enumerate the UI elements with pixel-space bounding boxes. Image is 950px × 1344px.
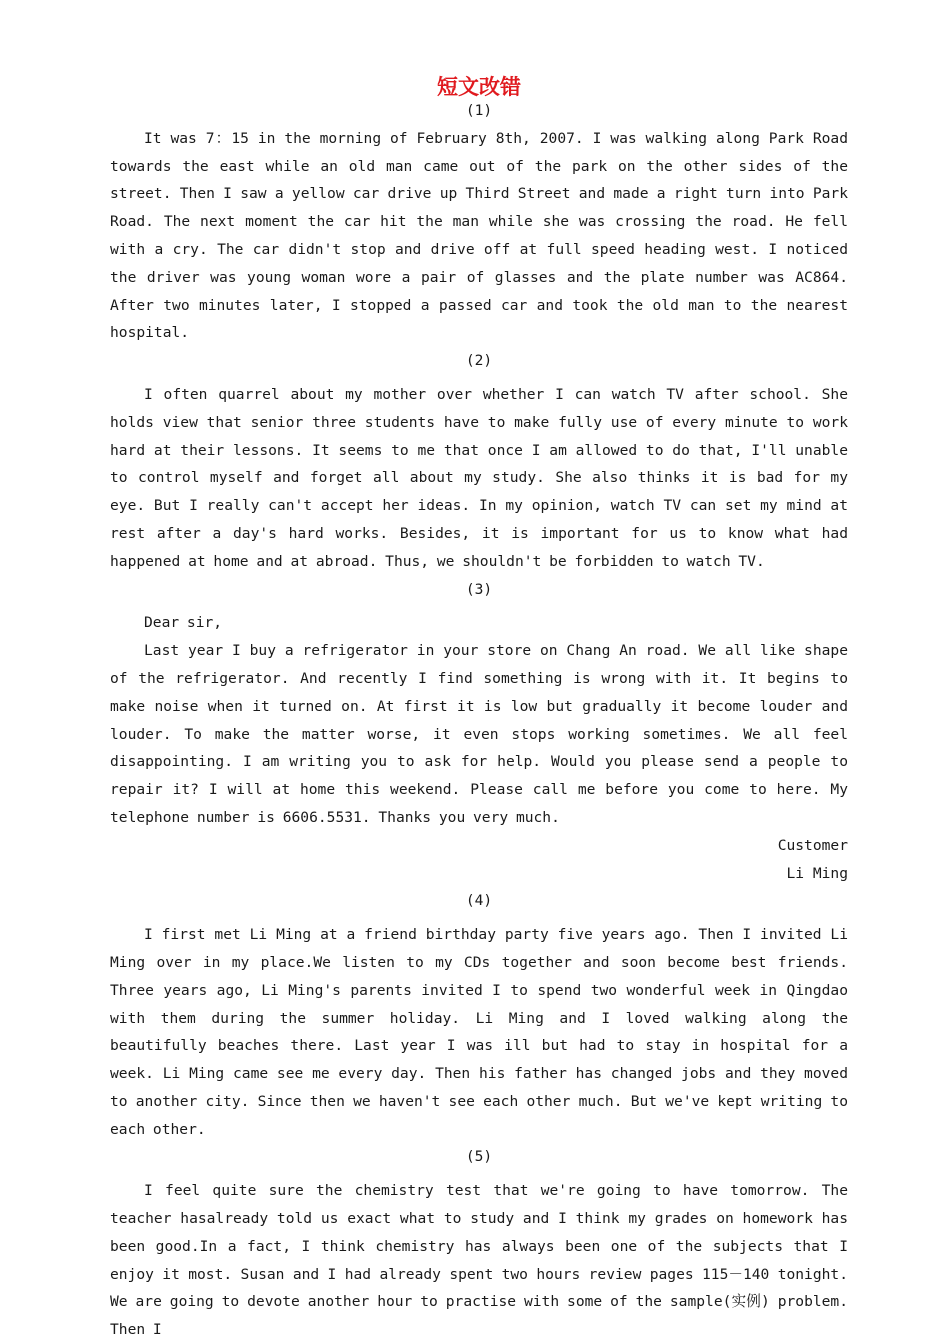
passage-number: (4) — [465, 892, 493, 910]
passage-paragraph: It was 7：15 in the morning of February 8th, 2007. I was walking along Park Road towards the east while an old man came out of the park on the other sides of the street. Then I saw a yellow car drive up Third Street and made a right turn into Park Road. The next moment the car hit the man while she was crossing the road. He fell with a cry. The car didn't stop and drive off at full speed heading west. I noticed the driver was young woman wore a pair of glasses and the plate number was AC864. After two minutes later, I stopped a passed car and took the old man to the nearest hospital. — [110, 129, 848, 342]
letter-salutation: Dear sir, — [144, 614, 223, 632]
passage-number: (3) — [465, 580, 493, 598]
passage-number: (2) — [465, 352, 493, 370]
passage-paragraph: I first met Li Ming at a friend birthday party five years ago. Then I invited Li Ming over in my place.We listen to my CDs together and soon become best friends. Three years ago, Li Ming's parents invited I to spend two wonderful week in Qingdao with them during the summer holiday. Li Ming and I loved walking along the beautifully beaches there. Last year I was ill but had to stay in hospital for a week. Li Ming came see me every day. Then his father has changed jobs and they moved to another city. Since then we haven't see each other much. But we've kept writing to each other. — [110, 926, 848, 1138]
document-title: 短文改错 — [437, 75, 521, 99]
passage-number: (5) — [465, 1148, 493, 1166]
passage-number: (1) — [465, 102, 493, 119]
letter-closing: Customer — [777, 836, 848, 854]
passage-paragraph: I feel quite sure the chemistry test that we're going to have tomorrow. The teacher hasalready told us exact what to study and I think my grades on homework has been good.In a fact, I think chemistry has always been one of the subjects that I enjoy it most. Susan and I had already spent two hours review pages 115－140 tonight. We are going to devote another hour to practise with some of the sample(实例) problem. Then I — [110, 1182, 848, 1339]
passage-paragraph: I often quarrel about my mother over whether I can watch TV after school. She holds view that senior three students have to make fully use of every minute to work hard at their lessons. It seems to me that once I am allowed to do that, I'll unable to control myself and forget all about my study. She also thinks it is bad for my eye. But I really can't accept her ideas. In my opinion, watch TV can set my mind at rest after a day's hard works. Besides, it is important for us to know what had happened at home and at abroad. Thus, we shouldn't be forbidden to watch TV. — [110, 385, 848, 570]
letter-signature: Li Ming — [786, 864, 848, 882]
passage-paragraph: Last year I buy a refrigerator in your store on Chang An road. We all like shape of the refrigerator. And recently I find something is wrong with it. It begins to make noise when it turned on. At first it is low but gradually it become louder and louder. To make the matter worse, it even stops working sometimes. We all feel disappointing. I am writing you to ask for help. Would you please send a people to repair it? I will at home this weekend. Please call me before you come to here. My telephone number is 6606.5531. Thanks you very much. — [110, 642, 848, 826]
document-page — [110, 70, 848, 1344]
